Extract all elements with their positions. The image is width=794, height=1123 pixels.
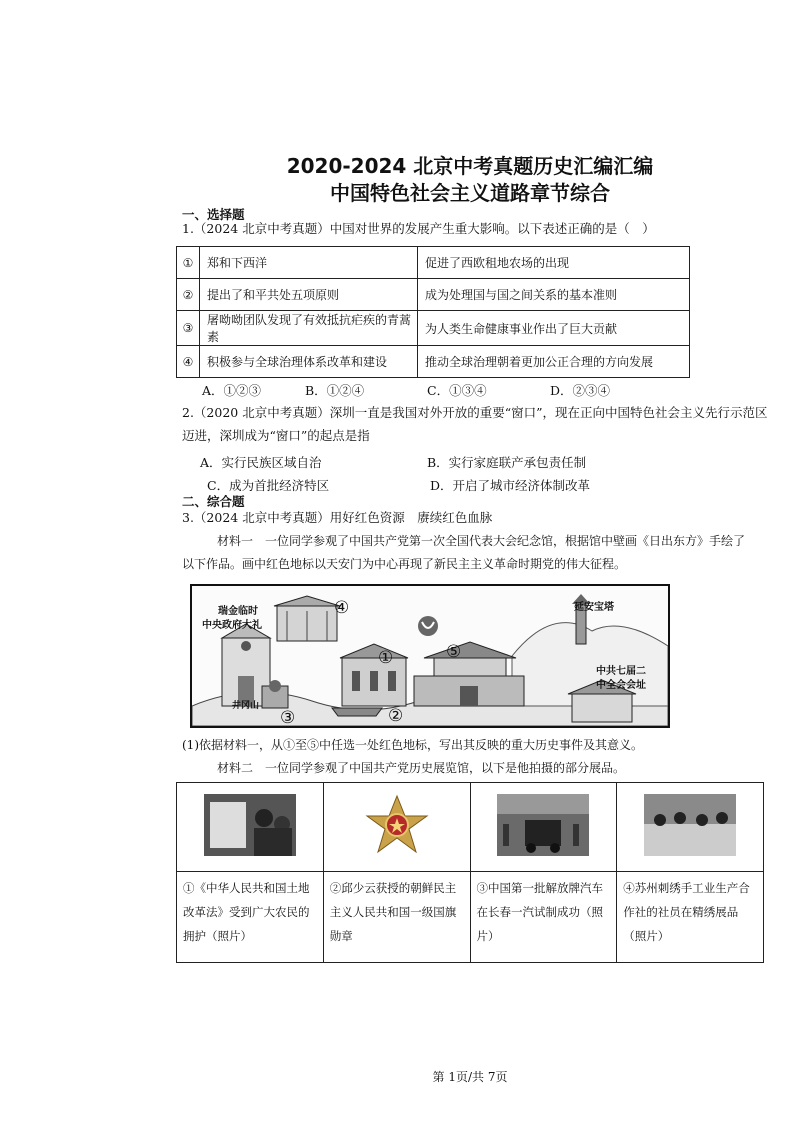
q1-table <box>176 246 690 378</box>
q2-stem-line1: 2.（2020 北京中考真题）深圳一直是我国对外开放的重要“窗口”，现在正向中国特色社会主义先行示范区 <box>182 405 768 420</box>
exhibit-photo-cell <box>470 783 617 872</box>
marker-2: ② <box>388 706 404 726</box>
marker-4: ④ <box>334 598 350 618</box>
boat-drawing <box>332 708 382 716</box>
q3-material2: 材料二 一位同学参观了中国共产党历史展览馆，以下是他拍摄的部分展品。 <box>217 761 626 775</box>
q1-row-event: 郑和下西洋 <box>200 247 418 279</box>
label-ruijin-1: 瑞金临时 <box>218 606 258 617</box>
doc-title-line2: 中国特色社会主义道路章节综合 <box>330 181 610 205</box>
q2-option-d[interactable]: D．开启了城市经济体制改革 <box>430 478 591 493</box>
table-row <box>177 247 690 279</box>
table-row <box>177 872 764 963</box>
q1-option-b[interactable]: B．①②④ <box>305 383 365 398</box>
q1-row-event: 积极参与全球治理体系改革和建设 <box>200 346 418 378</box>
q1-row-effect: 为人类生命健康事业作出了巨大贡献 <box>418 311 690 346</box>
label-jinggangshan: 井冈山 <box>232 701 260 711</box>
exhibit-table <box>176 782 764 963</box>
q1-option-d[interactable]: D．②③④ <box>550 383 611 398</box>
q1-row-num: ① <box>177 247 200 279</box>
party-emblem-drawing <box>418 616 438 636</box>
q1-option-c[interactable]: C．①③④ <box>427 383 487 398</box>
land-reform-photo <box>204 794 296 856</box>
q1-row-num: ② <box>177 279 200 311</box>
q3-material1-line2: 以下作品。画中红色地标以天安门为中心再现了新民主主义革命时期党的伟大征程。 <box>182 557 627 571</box>
page-footer: 第 1页/共 7页 <box>432 1070 508 1084</box>
q1-row-num: ④ <box>177 346 200 378</box>
label-qijie-1: 中共七届二 <box>596 666 646 677</box>
section-heading-comprehensive: 二、综合题 <box>182 494 245 509</box>
section-heading-choice: 一、选择题 <box>182 207 245 222</box>
q2-option-a[interactable]: A．实行民族区域自治 <box>200 455 322 470</box>
building-4-drawing <box>274 596 340 641</box>
label-qijie-2: 中全会会址 <box>596 680 646 691</box>
exhibit-caption: ②邱少云获授的朝鲜民主主义人民共和国一级国旗勋章 <box>323 872 470 963</box>
table-row <box>177 346 690 378</box>
exhibit-caption: ④苏州刺绣手工业生产合作社的社员在精绣展品（照片） <box>617 872 764 963</box>
q2-option-c[interactable]: C．成为首批经济特区 <box>207 478 330 493</box>
table-row <box>177 783 764 872</box>
q2-option-b[interactable]: B．实行家庭联产承包责任制 <box>427 455 587 470</box>
marker-3: ③ <box>280 708 296 728</box>
q1-row-event: 提出了和平共处五项原则 <box>200 279 418 311</box>
q1-row-effect: 促进了西欧租地农场的出现 <box>418 247 690 279</box>
tiananmen-drawing <box>414 642 524 706</box>
table-row <box>177 311 690 346</box>
q1-row-effect: 成为处理国与国之间关系的基本准则 <box>418 279 690 311</box>
q3-stem: 3.（2024 北京中考真题）用好红色资源 赓续红色血脉 <box>182 510 493 525</box>
doc-title-line1: 2020-2024 北京中考真题历史汇编汇编 <box>286 154 654 178</box>
q1-row-num: ③ <box>177 311 200 346</box>
table-row <box>177 279 690 311</box>
mural-drawing <box>190 584 670 728</box>
truck-photo <box>497 794 589 856</box>
medal-icon <box>351 794 443 856</box>
q1-stem: 1.（2024 北京中考真题）中国对世界的发展产生重大影响。以下表述正确的是（ ） <box>182 221 655 236</box>
q1-row-effect: 推动全球治理朝着更加公正合理的方向发展 <box>418 346 690 378</box>
label-yanan: 延安宝塔 <box>574 602 614 613</box>
label-ruijin-2: 中央政府大礼 <box>202 620 262 631</box>
q2-stem-line2: 迈进，深圳成为“窗口”的起点是指 <box>182 428 370 443</box>
embroidery-photo <box>644 794 736 856</box>
exhibit-photo-cell <box>323 783 470 872</box>
q3-sub1: (1)依据材料一，从①至⑤中任选一处红色地标，写出其反映的重大历史事件及其意义。 <box>182 738 644 752</box>
q3-material1-line1: 材料一 一位同学参观了中国共产党第一次全国代表大会纪念馆，根据馆中壁画《日出东方》手绘了 <box>217 534 746 548</box>
q1-row-event: 屠呦呦团队发现了有效抵抗疟疾的青蒿素 <box>200 311 418 346</box>
exhibit-caption: ①《中华人民共和国土地改革法》受到广大农民的拥护（照片） <box>177 872 324 963</box>
exhibit-photo-cell <box>177 783 324 872</box>
building-1-drawing <box>340 644 408 706</box>
marker-1: ① <box>378 648 394 668</box>
exhibit-caption: ③中国第一批解放牌汽车在长春一汽试制成功（照片） <box>470 872 617 963</box>
exhibit-photo-cell <box>617 783 764 872</box>
q1-option-a[interactable]: A．①②③ <box>202 383 262 398</box>
marker-5: ⑤ <box>446 642 462 662</box>
